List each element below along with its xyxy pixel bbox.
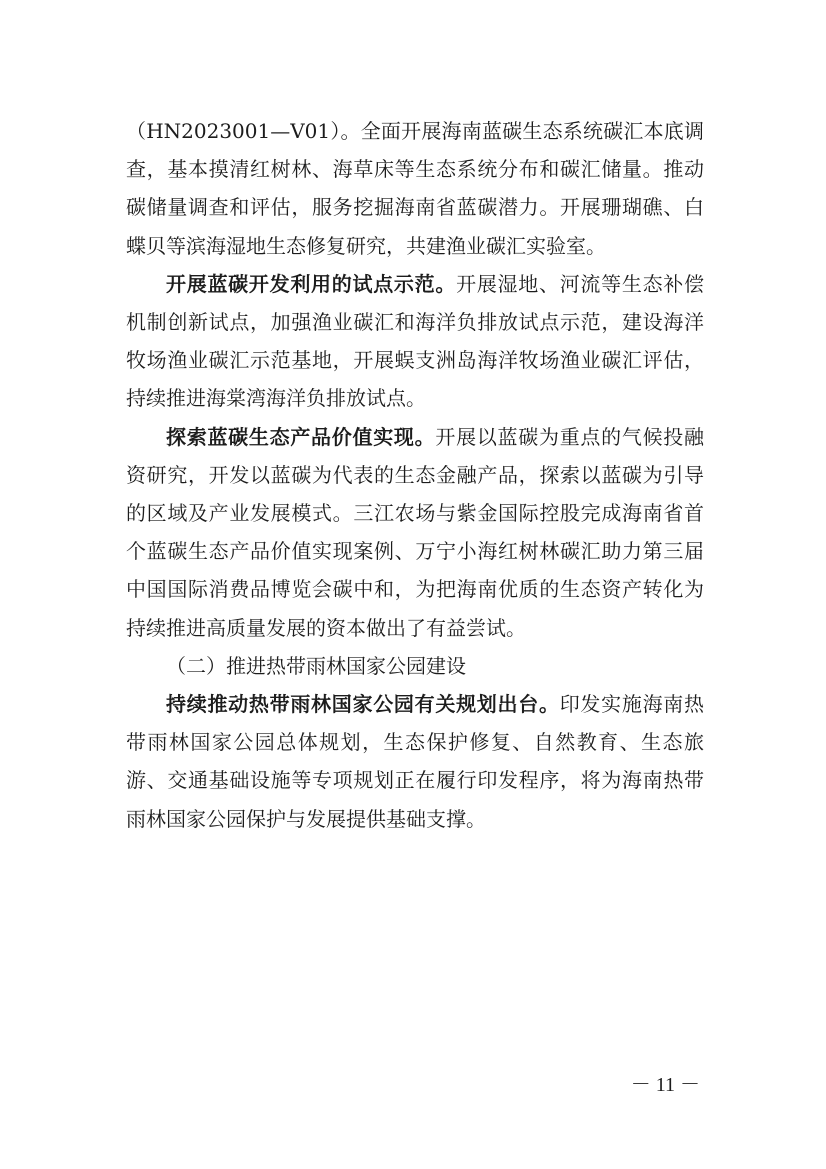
body-text [126,112,704,838]
paragraph-3-heading: 探索蓝碳生态产品价值实现。 [166,424,436,449]
paragraph-2-text: 开展湿地、河流等生态补偿机制创新试点，加强渔业碳汇和海洋负排放试点示范，建设海洋牧场渔业碳汇示范基地，开展蜈支洲岛海洋牧场渔业碳汇评估，持续推进海棠湾海洋负排放试点。 [126,271,705,411]
paragraph-4-heading: 持续推动热带雨林国家公园有关规划出台。 [166,692,560,717]
paragraph-3 [126,418,704,647]
paragraph-1-text: （HN2023001—V01）。全面开展海南蓝碳生态系统碳汇本底调查，基本摸清红树林、海草床等生态系统分布和碳汇储量。推动碳储量调查和评估，服务挖掘海南省蓝碳潜力。开展珊瑚礁、白蝶贝等滨海湿地生态修复研究，共建渔业碳汇实验室。 [126,119,704,258]
paragraph-2 [126,265,704,418]
paragraph-4 [126,685,704,838]
page-number: － 11 － [630,1074,700,1096]
paragraph-3-text: 开展以蓝碳为重点的气候投融资研究，开发以蓝碳为代表的生态金融产品，探索以蓝碳为引导的区域及产业发展模式。三江农场与紫金国际控股完成海南省首个蓝碳生态产品价值实现案例、万宁小海红树林碳汇助力第三届中国国际消费品博览会碳中和，为把海南优质的生态资产转化为持续推进高质量发展的资本做出了有益尝试。 [126,424,705,640]
paragraph-2-heading: 开展蓝碳开发利用的试点示范。 [166,271,457,296]
paragraph-1 [126,112,704,265]
paragraph-4-text: 印发实施海南热带雨林国家公园总体规划，生态保护修复、自然教育、生态旅游、交通基础设施等专项规划正在履行印发程序，将为海南热带雨林国家公园保护与发展提供基础支撑。 [126,692,705,831]
section-title: （二）推进热带雨林国家公园建设 [166,653,466,678]
